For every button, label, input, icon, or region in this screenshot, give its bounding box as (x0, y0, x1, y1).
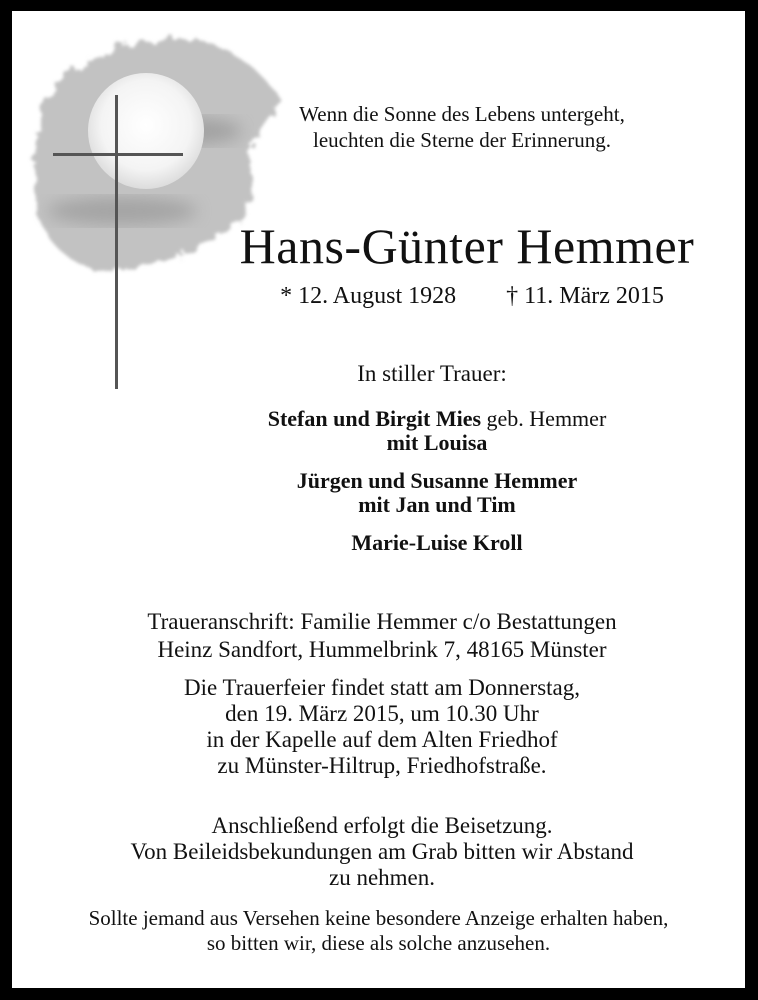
family-names: Stefan und Birgit Mies (267, 406, 482, 431)
burial-info (42, 813, 722, 891)
burial-line: Von Beileidsbekundungen am Grab bitten wir Abstand (130, 839, 634, 864)
obituary-page (12, 11, 745, 988)
family-entry (227, 531, 647, 555)
family-note: geb. Hemmer (481, 406, 607, 431)
address-line: Heinz Sandfort, Hummelbrink 7, 48165 Münster (157, 637, 607, 662)
address-line: Traueranschrift: Familie Hemmer c/o Bestattungen (147, 609, 617, 634)
life-dates (252, 281, 692, 311)
funeral-service-info (42, 675, 722, 779)
family-names: Jürgen und Susanne Hemmer (296, 468, 578, 493)
mourning-address (42, 608, 722, 664)
burial-line: Anschließend erfolgt die Beisetzung. (211, 813, 553, 838)
deceased-name: Hans-Günter Hemmer (239, 218, 695, 274)
notice-line: so bitten wir, diese als solche anzusehen. (206, 931, 551, 955)
death-date: † 11. März 2015 (506, 283, 664, 309)
service-line: zu Münster-Hiltrup, Friedhofstraße. (217, 753, 547, 778)
notice-line: Sollte jemand aus Versehen keine besondere Anzeige erhalten haben, (88, 906, 669, 930)
quote-line: leuchten die Sterne der Erinnerung. (313, 128, 611, 152)
family-entry (227, 407, 647, 455)
quote-line: Wenn die Sonne des Lebens untergeht, (299, 102, 625, 126)
service-line: den 19. März 2015, um 10.30 Uhr (225, 701, 539, 726)
family-entry (227, 469, 647, 517)
memorial-quote (272, 101, 652, 153)
closing-notice (22, 906, 735, 956)
family-children: mit Louisa (386, 430, 488, 455)
burial-line: zu nehmen. (328, 865, 435, 890)
cross-and-sun-artwork-icon (12, 11, 312, 411)
mourning-heading: In stiller Trauer: (357, 361, 507, 386)
family-list (227, 407, 647, 569)
family-names: Marie-Luise Kroll (351, 530, 523, 555)
birth-date: * 12. August 1928 (280, 283, 457, 309)
service-line: Die Trauerfeier findet statt am Donnerstag, (184, 675, 580, 700)
service-line: in der Kapelle auf dem Alten Friedhof (206, 727, 558, 752)
family-children: mit Jan und Tim (358, 492, 516, 517)
